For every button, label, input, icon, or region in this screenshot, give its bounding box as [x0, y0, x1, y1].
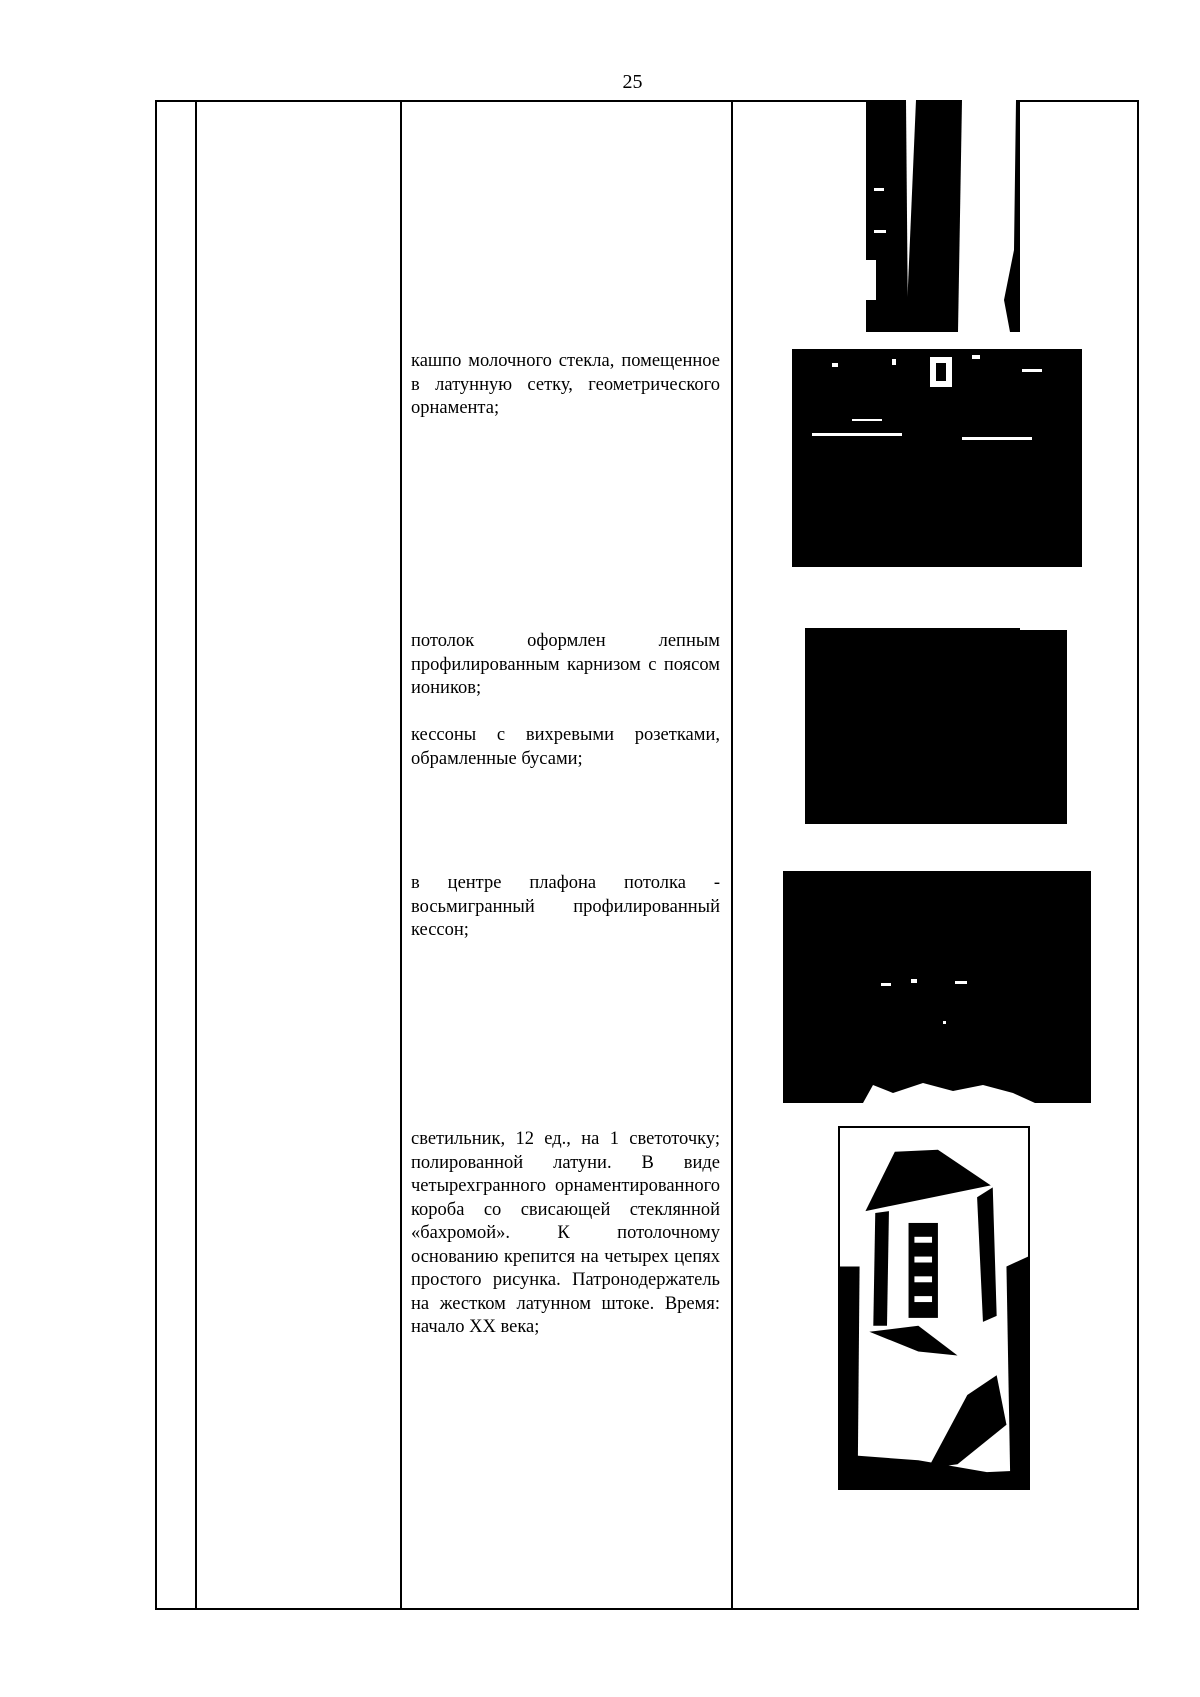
column-divider-2 — [400, 102, 402, 1608]
description-lamp: светильник, 12 ед., на 1 светоточку; полированной латуни. В виде четырехгранного орнаментированного короба со свисающей стеклянной «бахромой». К потолочному основанию крепится на четырех цепях простого рисунка. Патронодержатель на жестком латунном штоке. Время: начало XX века; — [411, 1129, 720, 1337]
page-number: 25 — [622, 71, 643, 93]
description-plafond: в центре плафона потолка - восьмигранный профилированный кессон; — [411, 873, 720, 940]
photo-cachepot — [792, 349, 1082, 567]
description-cachepot: кашпо молочного стекла, помещенное в латунную сетку, геометрического орнамента; — [411, 351, 720, 418]
description-ceiling-cornice: потолок оформлен лепным профилированным карнизом с поясом иоников; — [411, 631, 720, 698]
column-divider-1 — [195, 102, 197, 1608]
column-divider-3 — [731, 102, 733, 1608]
photo-ceiling-cornice — [805, 628, 1067, 824]
description-coffers: кессоны с вихревыми розетками, обрамленные бусами; — [411, 725, 720, 769]
photo-column-fragment — [866, 100, 1020, 332]
photo-lamp — [838, 1126, 1030, 1490]
photo-plafond — [783, 871, 1091, 1103]
